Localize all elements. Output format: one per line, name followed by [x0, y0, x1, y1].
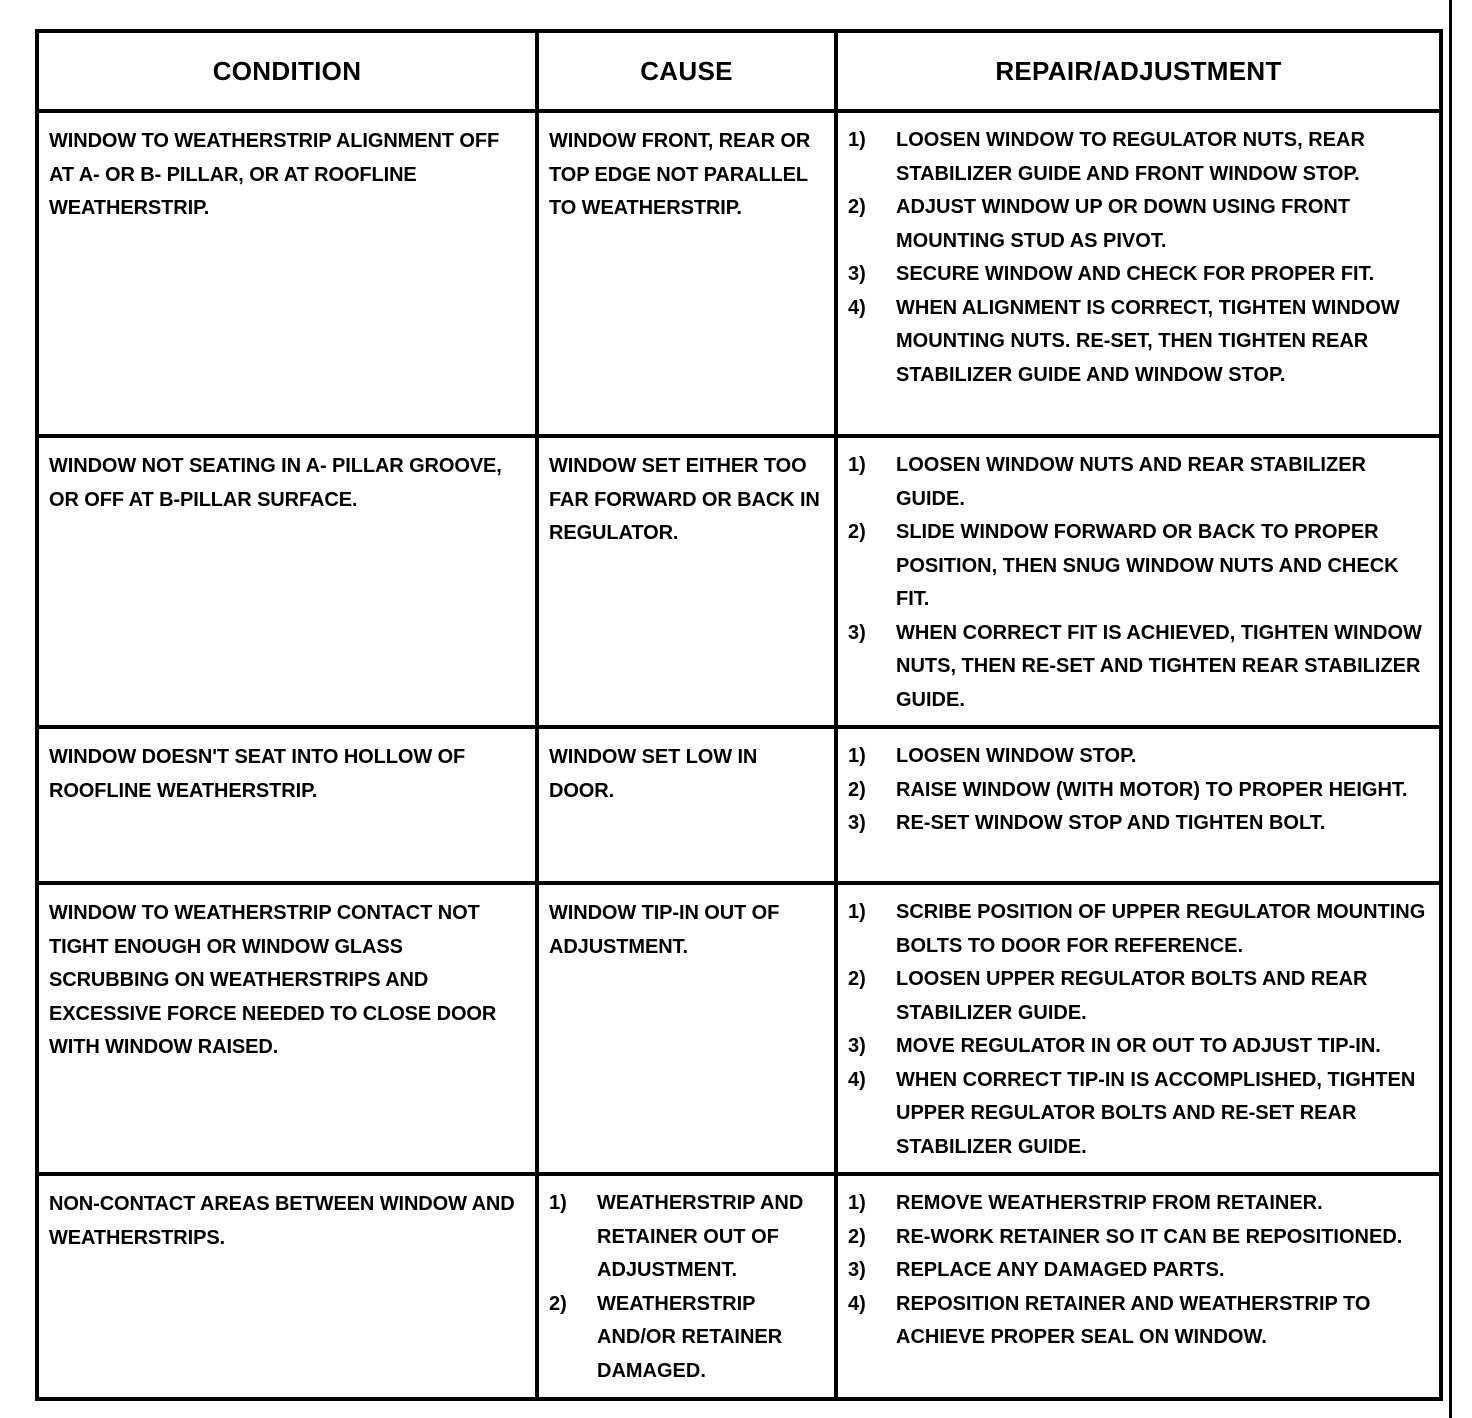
repair-step: 4) WHEN ALIGNMENT IS CORRECT, TIGHTEN WINDOW MOUNTING NUTS. RE-SET, THEN TIGHTEN REAR STABILIZER GUIDE AND WINDOW STOP.: [848, 296, 1400, 386]
repair-cell: [836, 883, 1441, 1174]
repair-cell: [836, 111, 1441, 436]
condition-cell: WINDOW TO WEATHERSTRIP ALIGNMENT OFF AT A- OR B- PILLAR, OR AT ROOFLINE WEATHERSTRIP.: [37, 111, 537, 436]
repair-step: 3) REPLACE ANY DAMAGED PARTS.: [848, 1259, 1225, 1281]
repair-step: 3) MOVE REGULATOR IN OR OUT TO ADJUST TIP-IN.: [848, 1035, 1381, 1057]
cause-cell: [537, 1174, 836, 1399]
cause-cell: WINDOW SET EITHER TOO FAR FORWARD OR BACK IN REGULATOR.: [537, 436, 836, 727]
condition-cell: WINDOW TO WEATHERSTRIP CONTACT NOT TIGHT ENOUGH OR WINDOW GLASS SCRUBBING ON WEATHERSTRIPS AND EXCESSIVE FORCE NEEDED TO CLOSE DOOR WITH WINDOW RAISED.: [37, 883, 537, 1174]
header-cause: CAUSE: [537, 31, 836, 111]
repair-step: 2) RE-WORK RETAINER SO IT CAN BE REPOSITIONED.: [848, 1225, 1403, 1248]
page-edge-line: [1449, 0, 1452, 1418]
condition-cell: NON-CONTACT AREAS BETWEEN WINDOW AND WEATHERSTRIPS.: [37, 1174, 537, 1399]
repair-steps: [838, 113, 1439, 400]
table-row: [37, 436, 1441, 727]
repair-steps: [838, 729, 1439, 849]
cause-cell: WINDOW SET LOW IN DOOR.: [537, 727, 836, 883]
repair-step: 1) SCRIBE POSITION OF UPPER REGULATOR MOUNTING BOLTS TO DOOR FOR REFERENCE.: [848, 901, 1426, 957]
table-row: [37, 883, 1441, 1174]
table-row: [37, 727, 1441, 883]
repair-step: 2) LOOSEN UPPER REGULATOR BOLTS AND REAR STABILIZER GUIDE.: [848, 968, 1368, 1024]
repair-step: 4) WHEN CORRECT TIP-IN IS ACCOMPLISHED, TIGHTEN UPPER REGULATOR BOLTS AND RE-SET REAR STABILIZER GUIDE.: [848, 1068, 1416, 1158]
cause-steps: [539, 1176, 834, 1396]
cause-cell: WINDOW TIP-IN OUT OF ADJUSTMENT.: [537, 883, 836, 1174]
repair-step: 3) SECURE WINDOW AND CHECK FOR PROPER FIT.: [848, 263, 1375, 285]
repair-cell: [836, 436, 1441, 727]
cause-step: 2) WEATHERSTRIP AND/OR RETAINER DAMAGED.: [549, 1292, 783, 1382]
repair-step: 1) LOOSEN WINDOW STOP.: [848, 745, 1137, 767]
repair-step: 1) LOOSEN WINDOW NUTS AND REAR STABILIZER GUIDE.: [848, 454, 1366, 510]
repair-cell: [836, 1174, 1441, 1399]
repair-cell: [836, 727, 1441, 883]
repair-step: 3) WHEN CORRECT FIT IS ACHIEVED, TIGHTEN WINDOW NUTS, THEN RE-SET AND TIGHTEN REAR STABILIZER GUIDE.: [848, 621, 1422, 711]
cause-step: 1) WEATHERSTRIP AND RETAINER OUT OF ADJUSTMENT.: [549, 1192, 804, 1281]
header-condition: CONDITION: [37, 31, 537, 111]
repair-step: 2) ADJUST WINDOW UP OR DOWN USING FRONT MOUNTING STUD AS PIVOT.: [848, 196, 1351, 252]
cause-cell: WINDOW FRONT, REAR OR TOP EDGE NOT PARALLEL TO WEATHERSTRIP.: [537, 111, 836, 436]
condition-cell: WINDOW NOT SEATING IN A- PILLAR GROOVE, OR OFF AT B-PILLAR SURFACE.: [37, 436, 537, 727]
repair-steps: [838, 438, 1439, 725]
table-row: [37, 111, 1441, 436]
table-row: [37, 1174, 1441, 1399]
repair-step: 4) REPOSITION RETAINER AND WEATHERSTRIP TO ACHIEVE PROPER SEAL ON WINDOW.: [848, 1292, 1371, 1348]
condition-cell: WINDOW DOESN'T SEAT INTO HOLLOW OF ROOFLINE WEATHERSTRIP.: [37, 727, 537, 883]
header-row: [37, 31, 1441, 111]
repair-steps: [838, 885, 1439, 1172]
repair-step: 3) RE-SET WINDOW STOP AND TIGHTEN BOLT.: [848, 812, 1326, 834]
repair-step: 1) REMOVE WEATHERSTRIP FROM RETAINER.: [848, 1192, 1323, 1214]
header-repair: REPAIR/ADJUSTMENT: [836, 31, 1441, 111]
diagnosis-table: [35, 29, 1443, 1401]
repair-steps: [838, 1176, 1439, 1363]
repair-step: 1) LOOSEN WINDOW TO REGULATOR NUTS, REAR STABILIZER GUIDE AND FRONT WINDOW STOP.: [848, 129, 1365, 185]
repair-step: 2) RAISE WINDOW (WITH MOTOR) TO PROPER HEIGHT.: [848, 778, 1408, 801]
repair-step: 2) SLIDE WINDOW FORWARD OR BACK TO PROPER POSITION, THEN SNUG WINDOW NUTS AND CHECK FIT.: [848, 521, 1399, 610]
